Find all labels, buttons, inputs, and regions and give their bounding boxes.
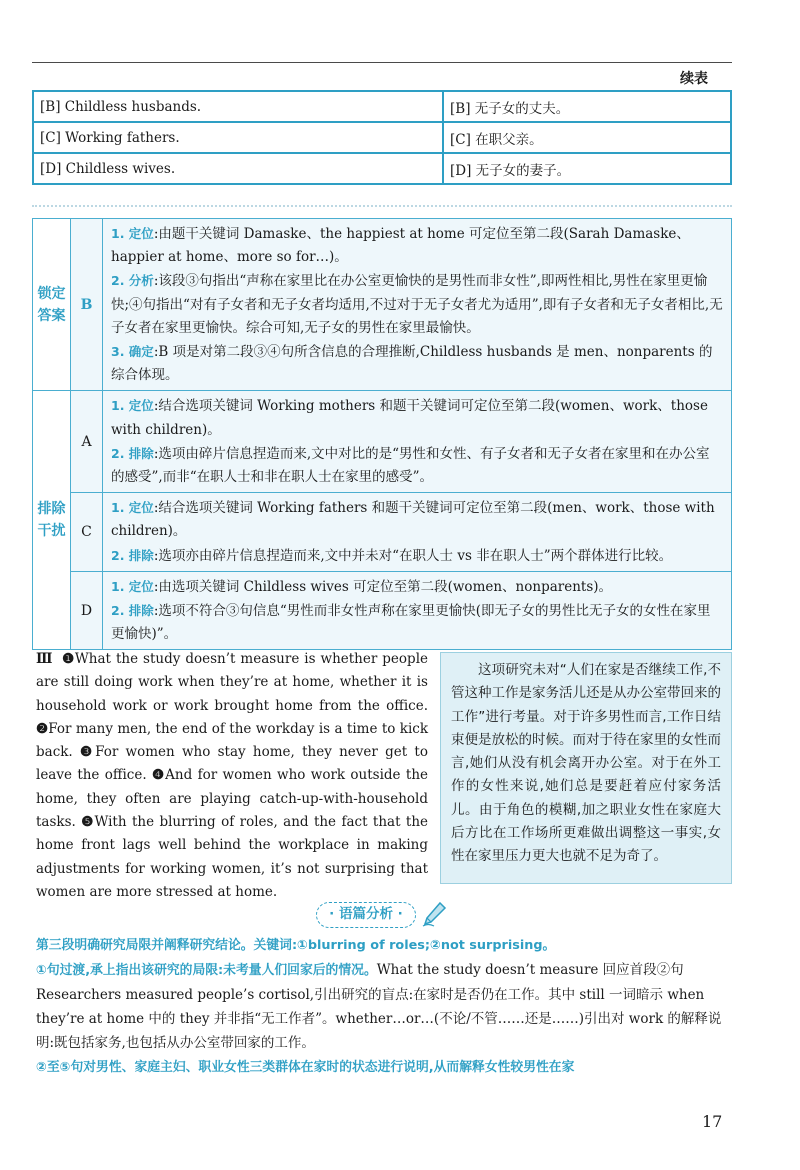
distractor-analysis [103, 493, 732, 572]
table-row [33, 153, 731, 184]
sentence-number: ❹ [152, 767, 166, 784]
step-label: 1. 定位 [111, 226, 154, 241]
pen-icon [420, 900, 448, 928]
locate-analysis [103, 219, 732, 391]
discourse-title: · 语篇分析 · [316, 902, 416, 928]
distractor-analysis [103, 391, 732, 493]
step-label: 2. 排除 [111, 445, 154, 461]
step-text: :结合选项关键词 Working mothers 和题干关键词可定位至第二段(women、work、those with children)。 [111, 398, 708, 438]
section-divider [32, 205, 732, 207]
point-heading: ①句过渡,承上指出该研究的局限:未考量人们回家后的情况。 [36, 963, 377, 978]
discourse-analysis-heading [316, 902, 466, 928]
step-text: :由题干关键词 Damaske、the happiest at home 可定位至第二段(Sarah Damaske、happier at home、more so for…)。 [111, 226, 690, 266]
step-text: :由选项关键词 Childless wives 可定位至第二段(women、nonparents)。 [153, 578, 613, 595]
options-table [32, 90, 732, 185]
sentence: For many men, the end of the workday is a time to kick back. [36, 720, 429, 761]
sentence-number: ❺ [81, 814, 95, 831]
sentence-number: ❸ [80, 744, 96, 761]
option-en: [B] Childless husbands. [33, 91, 443, 122]
step-label: 2. 排除 [111, 603, 154, 619]
step-text: :选项由碎片信息捏造而来,文中对比的是“男性和女性、有子女者和无子女者在家里和在办公室的感受”,而非“在职人士和非在职人士在家里的感受”。 [111, 445, 710, 486]
sentence: For women who stay home, they never get to leave the office. [36, 744, 428, 784]
translation-text: 这项研究未对“人们在家是否继续工作,不管这种工作是家务活儿还是从办公室带回来的工作”进行考量。对于许多男性而言,工作日结束便是放松的时候。而对于待在家里的女性而言,她们从没有机会离开办公室。对于在外工作的女性来说,她们总是要赶着应付家务活儿。由于角色的模糊,加之职业女性在家庭大后方比在工作场所更难做出调整这一事实,女性在家里压力更大也就不足为奇了。 [451, 662, 721, 865]
option-zh: [C] 在职父亲。 [443, 122, 731, 153]
section-label-exclude: 排除干扰 [33, 391, 71, 650]
paragraph-numeral: Ⅲ [36, 651, 54, 667]
table-row [33, 493, 732, 572]
table-row [33, 219, 732, 391]
step-text: :该段③句指出“声称在家里比在办公室更愉快的是男性而非女性”,即两性相比,男性在家里更愉快;④句指出“对有子女者和无子女者均适用,不过对于无子女者尤为适用”,即有子女者和无子女者相比,无子女者在家里更愉快。综合可知,无子女的男性在家里最愉快。 [111, 273, 723, 336]
sentence: With the blurring of roles, and the fact that the home front lags well behind the workplace in making adjustments for working women, it’s not surprising that women are more stressed at home. [36, 814, 429, 900]
table-row [33, 122, 731, 153]
step-label: 1. 定位 [111, 398, 154, 414]
page-number: 17 [702, 1112, 723, 1131]
discourse-summary: 第三段明确研究局限并阐释研究结论。关键词:①blurring of roles;②not surprising。 [36, 938, 556, 953]
distractor-option: A [71, 391, 103, 493]
answer-option: B [71, 219, 103, 391]
distractor-analysis [103, 571, 732, 650]
sentence: What the study doesn’t measure is whether people are still doing work when they’re at home, whether it is household work or work brought home from the office. [36, 651, 428, 714]
discourse-point-1 [36, 958, 732, 1055]
option-zh: [B] 无子女的丈夫。 [443, 91, 731, 122]
section-label-locate: 锁定答案 [33, 219, 71, 391]
sentence: And for women who work outside the home, they often are playing catch-up-with-household tasks. [36, 767, 428, 831]
table-row [33, 91, 731, 122]
analysis-table [32, 218, 732, 650]
option-en: [D] Childless wives. [33, 153, 443, 184]
translation-box [440, 652, 732, 884]
step-label: 3. 确定 [111, 344, 154, 360]
step-label: 1. 定位 [111, 500, 154, 516]
distractor-option: C [71, 493, 103, 572]
continued-label: 续表 [680, 71, 708, 87]
header-rule [32, 62, 732, 63]
step-text: :B 项是对第二段③④句所含信息的合理推断,Childless husbands 是 men、nonparents 的综合体现。 [111, 344, 713, 384]
step-text: :结合选项关键词 Working fathers 和题干关键词可定位至第二段(men、work、those with children)。 [111, 500, 715, 540]
distractor-option: D [71, 571, 103, 650]
step-text: :选项不符合③句信息“男性而非女性声称在家里更愉快(即无子女的男性比无子女的女性在家里更愉快)”。 [111, 603, 711, 643]
step-label: 2. 分析 [111, 273, 154, 289]
passage-paragraph-3 [36, 648, 428, 904]
option-zh: [D] 无子女的妻子。 [443, 153, 731, 184]
discourse-analysis [36, 934, 732, 1080]
step-label: 2. 排除 [111, 547, 154, 563]
step-text: :选项亦由碎片信息捏造而来,文中并未对“在职人士 vs 非在职人士”两个群体进行比较。 [153, 547, 673, 564]
option-en: [C] Working fathers. [33, 122, 443, 153]
step-label: 1. 定位 [111, 578, 154, 594]
discourse-point-2 [36, 1055, 732, 1080]
point-heading: ②至⑤句对男性、家庭主妇、职业女性三类群体在家时的状态进行说明,从而解释女性较男性在家 [36, 1060, 575, 1075]
point-body: What the study doesn’t measure 回应首段②句 Researchers measured people’s cortisol,引出研究的盲点:在家时是否仍在工作。其中 still 一词暗示 when they’re at home 中的 they 并非指“无工作者”。whether…or…(不论/不管……还是……)引出对 work 的解释说明:既包括家务,也包括从办公室带回家的工作。 [36, 962, 722, 1051]
table-row [33, 571, 732, 650]
table-row [33, 391, 732, 493]
sentence-number: ❷ [36, 720, 49, 737]
sentence-number: ❶ [62, 651, 75, 667]
